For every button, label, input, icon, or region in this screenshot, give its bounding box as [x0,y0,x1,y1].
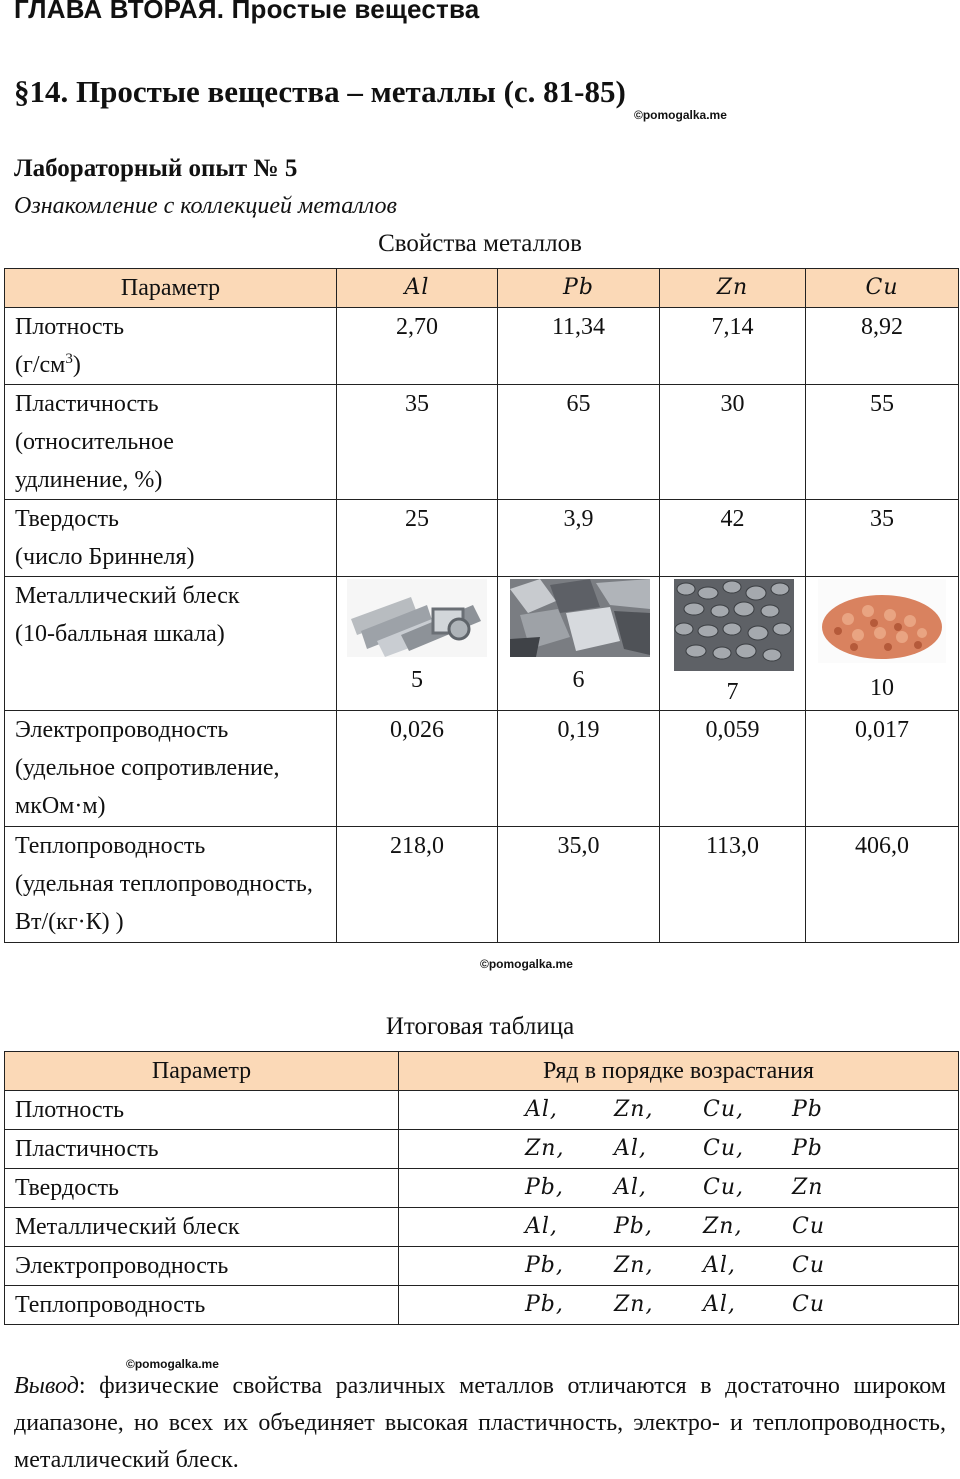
watermark: ©pomogalka.me [126,1357,219,1371]
summary-param: Электропроводность [5,1247,399,1286]
header-al: Al [337,269,498,308]
param-plasticity: Пластичность (относительное удлинение, %) [5,385,337,500]
value-cell: 0,19 [498,711,660,827]
header-cu: Cu [806,269,959,308]
value-cell: 113,0 [660,827,806,943]
table-row [5,1091,959,1130]
value-cell: 42 [660,500,806,577]
table-row [5,385,959,500]
value-cell: 35 [806,500,959,577]
value-cell: 8,92 [806,308,959,385]
table-header-row [5,269,959,308]
summary-param: Теплопроводность [5,1286,399,1325]
lab-subtitle: Ознакомление с коллекцией металлов [14,193,397,219]
header-order: Ряд в порядке возрастания [399,1052,959,1091]
value-cell: 7 [660,577,806,711]
value-cell: 6 [498,577,660,711]
summary-table [4,1051,959,1325]
value-cell: 10 [806,577,959,711]
aluminum-profiles-photo [347,579,487,657]
table-header-row [5,1052,959,1091]
header-pb: Pb [498,269,660,308]
copper-pieces-photo [818,579,946,663]
param-thermal: Теплопроводность (удельная теплопроводность, Вт/(кг·К) ) [5,827,337,943]
table-row [5,1208,959,1247]
value-cell: 0,017 [806,711,959,827]
table-row [5,1286,959,1325]
summary-param: Пластичность [5,1130,399,1169]
summary-order: Al, Pb, Zn, Cu [399,1208,959,1247]
table-row [5,500,959,577]
value-cell: 11,34 [498,308,660,385]
param-conductivity: Электропроводность (удельное сопротивление, мкОм·м) [5,711,337,827]
watermark: ©pomogalka.me [634,108,727,122]
summary-param: Плотность [5,1091,399,1130]
param-density: Плотность $(г/см^3)$ [5,308,337,385]
table-row [5,711,959,827]
summary-order: Pb, Zn, Al, Cu [399,1286,959,1325]
table-row [5,1169,959,1208]
summary-order: Al, Zn, Cu, Pb [399,1091,959,1130]
value-cell: 25 [337,500,498,577]
value-cell: 406,0 [806,827,959,943]
table-row [5,1247,959,1286]
value-cell: 35 [337,385,498,500]
lab-title: Лабораторный опыт № 5 [14,155,298,182]
value-cell: 0,059 [660,711,806,827]
value-cell: 5 [337,577,498,711]
value-cell: 7,14 [660,308,806,385]
conclusion-text [14,1368,946,1479]
watermark: ©pomogalka.me [480,957,573,971]
value-cell: 55 [806,385,959,500]
properties-table-caption: Свойства металлов [378,230,582,257]
summary-order: Pb, Zn, Al, Cu [399,1247,959,1286]
chapter-title: ГЛАВА ВТОРАЯ. Простые вещества [14,0,480,24]
section-title: §14. Простые вещества – металлы (с. 81-85) [14,74,626,109]
summary-param: Твердость [5,1169,399,1208]
table-row [5,308,959,385]
value-cell: 30 [660,385,806,500]
value-cell: 0,026 [337,711,498,827]
conclusion-lead: Вывод [14,1373,79,1399]
conclusion-body: : физические свойства различных металлов отличаются в достаточно широком диапазоне, но всех их объединяет высокая пластичность, электро- и теплопроводность, металлический блеск. [14,1373,946,1473]
table-row [5,1130,959,1169]
lead-scrap-photo [510,579,650,657]
value-cell: 35,0 [498,827,660,943]
param-hardness: Твердость (число Бриннеля) [5,500,337,577]
summary-table-caption: Итоговая таблица [385,1013,575,1040]
table-row [5,577,959,711]
param-luster: Металлический блеск (10-балльная шкала) [5,577,337,711]
properties-table [4,268,959,943]
table-row [5,827,959,943]
value-cell: 2,70 [337,308,498,385]
header-parameter: Параметр [5,269,337,308]
value-cell: 3,9 [498,500,660,577]
value-cell: 218,0 [337,827,498,943]
summary-param: Металлический блеск [5,1208,399,1247]
zinc-granules-photo [674,579,794,671]
summary-order: Zn, Al, Cu, Pb [399,1130,959,1169]
header-zn: Zn [660,269,806,308]
value-cell: 65 [498,385,660,500]
header-parameter: Параметр [5,1052,399,1091]
summary-order: Pb, Al, Cu, Zn [399,1169,959,1208]
